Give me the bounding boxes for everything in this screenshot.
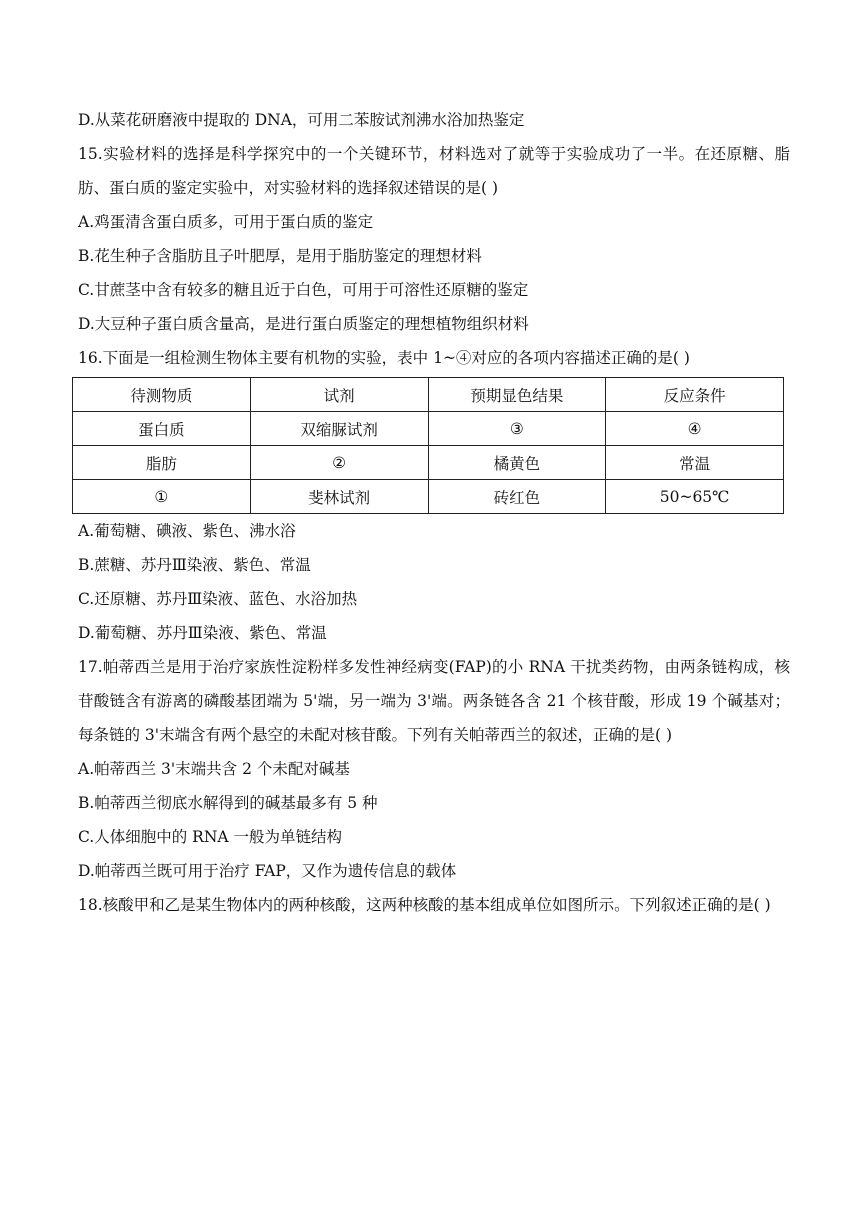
q18-stem: 18.核酸甲和乙是某生物体内的两种核酸，这两种核酸的基本组成单位如图所示。下列叙述正确的是( ) [78,896,771,914]
q17-stem: 17.帕蒂西兰是用于治疗家族性淀粉样多发性神经病变(FAP)的小 RNA 干扰类药物，由两条链构成，核苷酸链含有游离的磷酸基团端为 5'端，另一端为 3'端。两条链各含 21 个核苷酸，形成 19 个碱基对；每条链的 3'末端含有两个悬空的未配对核苷酸。下列有关帕蒂西兰的叙述，正确的是( ) [78,658,790,744]
table-cell: 常温 [606,446,784,480]
q15-option-a: A.鸡蛋清含蛋白质多，可用于蛋白质的鉴定 [78,213,374,231]
q16-option-d: D.葡萄糖、苏丹Ⅲ染液、紫色、常温 [78,624,327,642]
table-row [73,446,784,480]
q16-option-a: A.葡萄糖、碘液、紫色、沸水浴 [78,522,296,540]
table-cell: 双缩脲试剂 [250,412,428,446]
table-cell: 橘黄色 [428,446,606,480]
q15-option-d: D.大豆种子蛋白质含量高，是进行蛋白质鉴定的理想植物组织材料 [78,315,529,333]
q15-stem: 15.实验材料的选择是科学探究中的一个关键环节，材料选对了就等于实验成功了一半。在还原糖、脂肪、蛋白质的鉴定实验中，对实验材料的选择叙述错误的是( ) [78,145,790,197]
q14-option-d: D.从菜花研磨液中提取的 DNA，可用二苯胺试剂沸水浴加热鉴定 [78,111,525,129]
table-header-row [73,378,784,412]
table-header-cell: 反应条件 [606,378,784,412]
q15-option-c: C.甘蔗茎中含有较多的糖且近于白色，可用于可溶性还原糖的鉴定 [78,281,529,299]
q17-option-c: C.人体细胞中的 RNA 一般为单链结构 [78,828,343,846]
q16-table [72,377,784,514]
table-cell: 50~65℃ [606,480,784,514]
q16-option-c: C.还原糖、苏丹Ⅲ染液、蓝色、水浴加热 [78,590,358,608]
table-header-cell: 试剂 [250,378,428,412]
q16-option-b: B.蔗糖、苏丹Ⅲ染液、紫色、常温 [78,556,311,574]
table-cell: 砖红色 [428,480,606,514]
table-header-cell: 预期显色结果 [428,378,606,412]
q16-stem: 16.下面是一组检测生物体主要有机物的实验，表中 1~④对应的各项内容描述正确的是( ) [78,349,690,367]
table-cell: ③ [428,412,606,446]
q17-option-b: B.帕蒂西兰彻底水解得到的碱基最多有 5 种 [78,794,378,812]
q17-option-d: D.帕蒂西兰既可用于治疗 FAP，又作为遗传信息的载体 [78,862,457,880]
q15-option-b: B.花生种子含脂肪且子叶肥厚，是用于脂肪鉴定的理想材料 [78,247,482,265]
table-row [73,412,784,446]
table-cell: ① [73,480,251,514]
exam-page [78,103,790,922]
table-cell: 斐林试剂 [250,480,428,514]
table-cell: ② [250,446,428,480]
table-cell: 脂肪 [73,446,251,480]
table-header-cell: 待测物质 [73,378,251,412]
table-cell: 蛋白质 [73,412,251,446]
table-cell: ④ [606,412,784,446]
table-row [73,480,784,514]
q17-option-a: A.帕蒂西兰 3'末端共含 2 个未配对碱基 [78,760,350,778]
